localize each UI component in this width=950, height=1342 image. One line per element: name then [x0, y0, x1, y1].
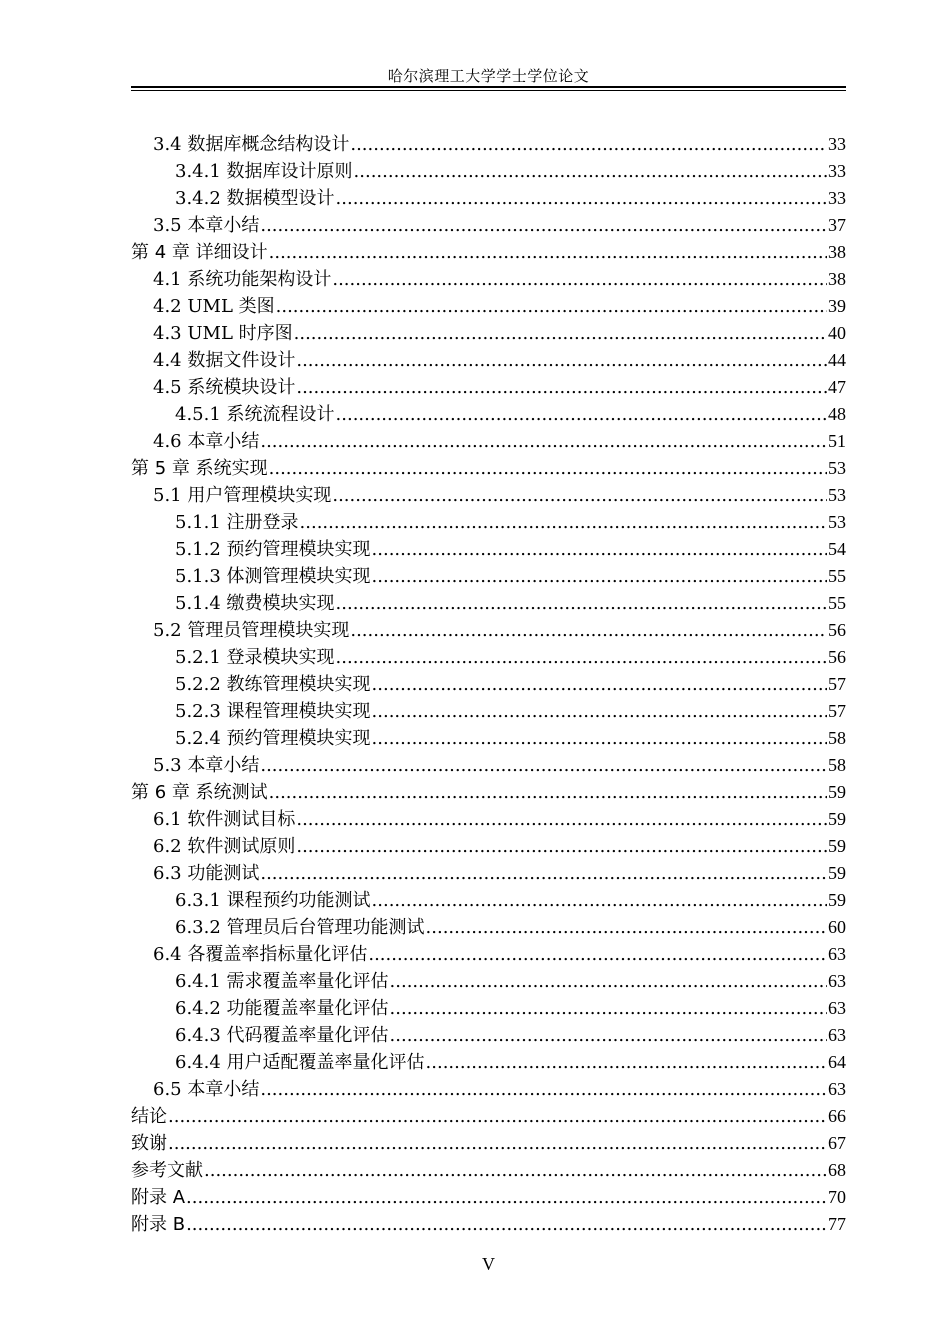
toc-entry[interactable]	[131, 131, 846, 158]
toc-dot-leader	[332, 482, 827, 509]
toc-entry-page: 64	[828, 1052, 846, 1072]
header-rule-thick	[131, 86, 846, 88]
toc-entry-page: 37	[828, 215, 846, 235]
toc-entry[interactable]	[131, 293, 846, 320]
toc-entry-label: 参考文献	[131, 1160, 203, 1181]
toc-entry-label: 第 5 章 系统实现	[131, 458, 268, 479]
toc-entry-label: 附录 B	[131, 1214, 186, 1235]
toc-entry-label: 5.2.4 预约管理模块实现	[175, 728, 371, 749]
toc-entry[interactable]	[131, 1022, 846, 1049]
toc-dot-leader	[296, 374, 827, 401]
toc-dot-leader	[332, 266, 827, 293]
toc-entry-label: 6.1 软件测试目标	[153, 809, 296, 830]
toc-entry-label: 6.3 功能测试	[153, 863, 260, 884]
toc-entry[interactable]	[131, 158, 846, 185]
toc-dot-leader	[426, 914, 827, 941]
toc-entry-page: 59	[828, 782, 846, 802]
toc-dot-leader	[354, 158, 827, 185]
toc-entry-label: 6.3.2 管理员后台管理功能测试	[175, 917, 425, 938]
toc-entry-page: 48	[828, 404, 846, 424]
toc-entry[interactable]	[131, 968, 846, 995]
toc-dot-leader	[372, 671, 827, 698]
toc-entry-label: 6.4.4 用户适配覆盖率量化评估	[175, 1052, 425, 1073]
toc-entry[interactable]	[131, 266, 846, 293]
toc-dot-leader	[336, 644, 827, 671]
toc-entry-page: 56	[828, 647, 846, 667]
toc-dot-leader	[296, 806, 827, 833]
toc-entry[interactable]	[131, 995, 846, 1022]
toc-entry-page: 60	[828, 917, 846, 937]
toc-entry[interactable]	[131, 212, 846, 239]
toc-entry-page: 68	[828, 1160, 846, 1180]
toc-entry-page: 38	[828, 269, 846, 289]
toc-dot-leader	[186, 1184, 827, 1211]
toc-entry[interactable]	[131, 1076, 846, 1103]
toc-entry-label: 4.4 数据文件设计	[153, 350, 296, 371]
toc-entry-page: 40	[828, 323, 846, 343]
toc-entry-label: 第 6 章 系统测试	[131, 782, 268, 803]
toc-entry-page: 47	[828, 377, 846, 397]
toc-entry[interactable]	[131, 887, 846, 914]
toc-dot-leader	[390, 968, 827, 995]
toc-entry[interactable]	[131, 1211, 846, 1238]
toc-entry-label: 6.2 软件测试原则	[153, 836, 296, 857]
toc-dot-leader	[260, 752, 827, 779]
toc-entry[interactable]	[131, 617, 846, 644]
toc-entry-page: 59	[828, 809, 846, 829]
toc-entry-label: 6.4.3 代码覆盖率量化评估	[175, 1025, 389, 1046]
header-rule-thin	[131, 90, 846, 91]
toc-dot-leader	[390, 1022, 827, 1049]
toc-entry[interactable]	[131, 914, 846, 941]
toc-dot-leader	[336, 590, 827, 617]
toc-dot-leader	[296, 833, 827, 860]
toc-entry[interactable]	[131, 374, 846, 401]
toc-entry[interactable]	[131, 1157, 846, 1184]
table-of-contents	[131, 131, 846, 1238]
toc-entry[interactable]	[131, 1130, 846, 1157]
toc-entry[interactable]	[131, 320, 846, 347]
toc-entry-label: 3.4 数据库概念结构设计	[153, 134, 350, 155]
toc-entry-page: 55	[828, 593, 846, 613]
running-header: 哈尔滨理工大学学士学位论文	[387, 67, 590, 85]
toc-entry-page: 59	[828, 836, 846, 856]
toc-entry[interactable]	[131, 752, 846, 779]
toc-dot-leader	[300, 509, 827, 536]
toc-dot-leader	[372, 536, 827, 563]
toc-dot-leader	[372, 563, 827, 590]
toc-entry-label: 5.1 用户管理模块实现	[153, 485, 332, 506]
toc-entry[interactable]	[131, 590, 846, 617]
toc-dot-leader	[168, 1103, 827, 1130]
toc-dot-leader	[296, 347, 827, 374]
toc-entry[interactable]	[131, 725, 846, 752]
toc-entry-label: 3.4.2 数据模型设计	[175, 188, 335, 209]
toc-entry-page: 59	[828, 863, 846, 883]
toc-entry[interactable]	[131, 833, 846, 860]
toc-dot-leader	[390, 995, 827, 1022]
toc-dot-leader	[269, 239, 827, 266]
toc-entry-label: 4.3 UML 时序图	[153, 323, 293, 344]
toc-dot-leader	[168, 1130, 827, 1157]
toc-dot-leader	[294, 320, 827, 347]
toc-entry[interactable]	[131, 455, 846, 482]
toc-entry-page: 39	[828, 296, 846, 316]
toc-dot-leader	[260, 428, 827, 455]
toc-entry-page: 63	[828, 1025, 846, 1045]
toc-entry-label: 5.2.2 教练管理模块实现	[175, 674, 371, 695]
toc-entry-page: 51	[828, 431, 846, 451]
toc-entry[interactable]	[131, 536, 846, 563]
toc-entry[interactable]	[131, 401, 846, 428]
toc-dot-leader	[336, 185, 827, 212]
toc-entry-label: 6.4 各覆盖率指标量化评估	[153, 944, 368, 965]
toc-dot-leader	[204, 1157, 827, 1184]
toc-entry-page: 63	[828, 1079, 846, 1099]
toc-entry-page: 57	[828, 674, 846, 694]
toc-entry-label: 5.3 本章小结	[153, 755, 260, 776]
toc-entry-page: 67	[828, 1133, 846, 1153]
toc-entry-page: 33	[828, 134, 846, 154]
toc-entry-page: 33	[828, 188, 846, 208]
toc-dot-leader	[260, 860, 827, 887]
toc-entry-page: 38	[828, 242, 846, 262]
toc-entry-page: 53	[828, 458, 846, 478]
toc-entry-page: 70	[828, 1187, 846, 1207]
toc-entry[interactable]	[131, 671, 846, 698]
toc-dot-leader	[350, 617, 827, 644]
toc-entry-page: 54	[828, 539, 846, 559]
toc-entry[interactable]	[131, 698, 846, 725]
toc-entry-page: 59	[828, 890, 846, 910]
toc-dot-leader	[372, 725, 827, 752]
toc-entry-page: 63	[828, 998, 846, 1018]
toc-entry-label: 4.5 系统模块设计	[153, 377, 296, 398]
toc-entry[interactable]	[131, 806, 846, 833]
toc-entry-label: 附录 A	[131, 1187, 186, 1208]
toc-entry-label: 5.1.2 预约管理模块实现	[175, 539, 371, 560]
toc-entry-label: 第 4 章 详细设计	[131, 242, 268, 263]
toc-entry-label: 3.4.1 数据库设计原则	[175, 161, 353, 182]
page-number: V	[482, 1254, 495, 1274]
toc-entry[interactable]	[131, 509, 846, 536]
toc-entry-page: 63	[828, 971, 846, 991]
toc-entry[interactable]	[131, 428, 846, 455]
toc-dot-leader	[269, 455, 827, 482]
toc-entry[interactable]	[131, 860, 846, 887]
toc-dot-leader	[350, 131, 827, 158]
toc-entry-label: 6.5 本章小结	[153, 1079, 260, 1100]
toc-entry[interactable]	[131, 779, 846, 806]
toc-entry[interactable]	[131, 1103, 846, 1130]
toc-dot-leader	[426, 1049, 827, 1076]
toc-dot-leader	[269, 779, 827, 806]
toc-entry-label: 5.2.3 课程管理模块实现	[175, 701, 371, 722]
toc-entry-page: 58	[828, 728, 846, 748]
toc-entry[interactable]	[131, 1184, 846, 1211]
toc-entry-label: 5.1.1 注册登录	[175, 512, 299, 533]
toc-entry-page: 77	[828, 1214, 846, 1234]
toc-dot-leader	[372, 887, 827, 914]
toc-entry[interactable]	[131, 563, 846, 590]
toc-entry[interactable]	[131, 1049, 846, 1076]
toc-entry[interactable]	[131, 644, 846, 671]
toc-entry-page: 63	[828, 944, 846, 964]
toc-entry[interactable]	[131, 185, 846, 212]
toc-dot-leader	[368, 941, 827, 968]
toc-entry-label: 4.5.1 系统流程设计	[175, 404, 335, 425]
toc-entry-page: 58	[828, 755, 846, 775]
toc-entry-label: 4.1 系统功能架构设计	[153, 269, 332, 290]
toc-dot-leader	[276, 293, 827, 320]
toc-dot-leader	[336, 401, 827, 428]
toc-entry-label: 5.1.4 缴费模块实现	[175, 593, 335, 614]
toc-entry-label: 4.2 UML 类图	[153, 296, 275, 317]
toc-entry-label: 4.6 本章小结	[153, 431, 260, 452]
toc-dot-leader	[260, 1076, 827, 1103]
toc-entry-page: 57	[828, 701, 846, 721]
toc-entry-label: 3.5 本章小结	[153, 215, 260, 236]
toc-entry-page: 33	[828, 161, 846, 181]
toc-entry-page: 56	[828, 620, 846, 640]
toc-entry[interactable]	[131, 347, 846, 374]
toc-dot-leader	[260, 212, 827, 239]
toc-entry[interactable]	[131, 482, 846, 509]
toc-entry[interactable]	[131, 239, 846, 266]
toc-entry-label: 5.2.1 登录模块实现	[175, 647, 335, 668]
toc-entry-page: 55	[828, 566, 846, 586]
toc-entry-label: 致谢	[131, 1133, 167, 1154]
toc-dot-leader	[372, 698, 827, 725]
toc-entry-page: 53	[828, 512, 846, 532]
toc-entry-page: 66	[828, 1106, 846, 1126]
toc-entry-page: 53	[828, 485, 846, 505]
toc-entry-label: 5.1.3 体测管理模块实现	[175, 566, 371, 587]
toc-dot-leader	[186, 1211, 827, 1238]
toc-entry-label: 结论	[131, 1106, 167, 1127]
toc-entry-label: 6.3.1 课程预约功能测试	[175, 890, 371, 911]
toc-entry-label: 6.4.2 功能覆盖率量化评估	[175, 998, 389, 1019]
toc-entry-label: 6.4.1 需求覆盖率量化评估	[175, 971, 389, 992]
toc-entry-page: 44	[828, 350, 846, 370]
toc-entry[interactable]	[131, 941, 846, 968]
toc-entry-label: 5.2 管理员管理模块实现	[153, 620, 350, 641]
